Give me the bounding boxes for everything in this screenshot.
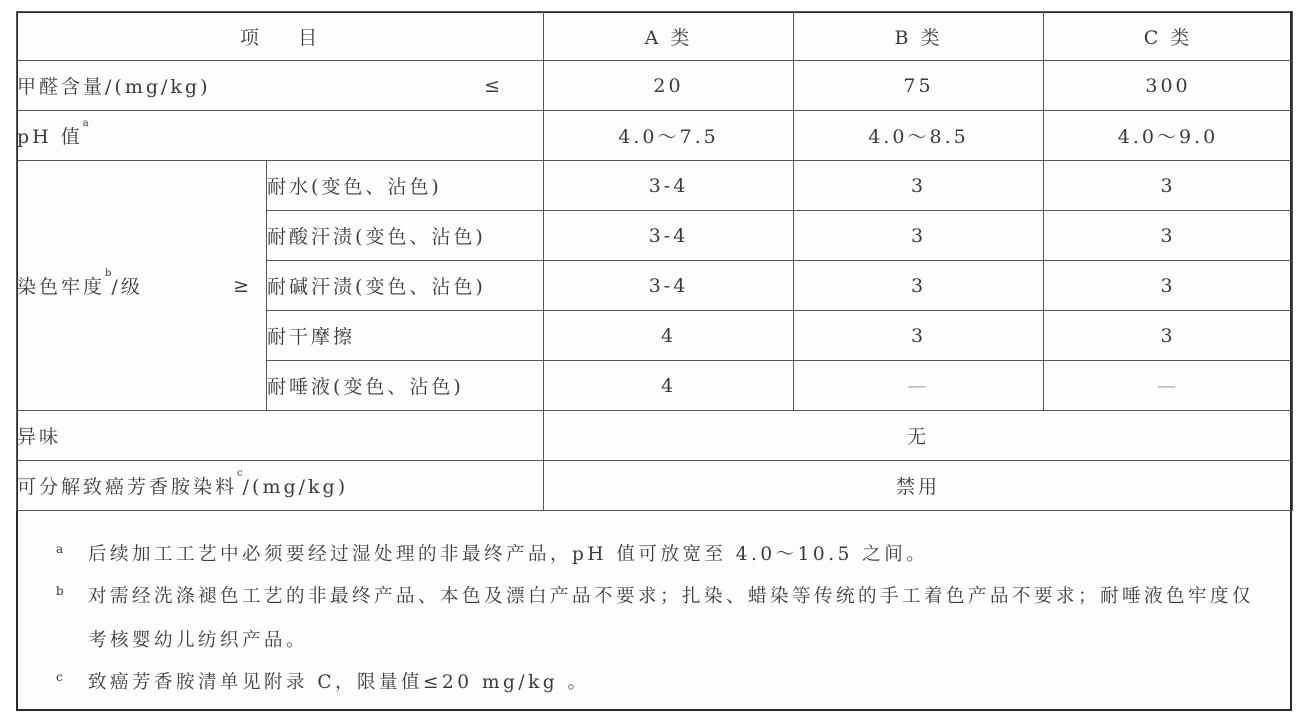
footnotes [16,513,1292,711]
fastness-value-b: 3 [794,311,1044,361]
header-class-b: B 类 [794,12,1044,61]
fastness-value-a: 4 [544,361,794,411]
footnote-text: 后续加工工艺中必须要经过湿处理的非最终产品，pH 值可放宽至 4.0～10.5 之间。 [88,544,929,565]
footnote-marker: a [56,542,64,556]
header-row [17,12,1293,61]
ph-label-cell [17,111,544,161]
fastness-value-a: 3-4 [544,261,794,311]
fastness-label: 染色牢度 [17,276,106,298]
footnote-a [56,535,1268,575]
ph-a: 4.0～7.5 [544,111,794,161]
azo-unit: /(mg/kg) [242,476,349,498]
formaldehyde-a: 20 [544,61,794,111]
fastness-value-b: — [794,361,1044,411]
azo-value: 禁用 [544,461,1293,511]
footnote-marker: b [56,584,64,598]
fastness-label-cell [17,161,267,411]
fastness-value-a: 4 [544,311,794,361]
footnote-text: 对需经洗涤褪色工艺的非最终产品、本色及漂白产品不要求；扎染、蜡染等传统的手工着色产品不要求；耐唾液色牢度仅考核婴幼儿纺织产品。 [88,586,1255,651]
formaldehyde-label-cell [17,61,544,111]
table-row-fastness-water [17,161,1293,211]
fastness-value-b: 3 [794,161,1044,211]
fastness-item-name: 耐碱汗渍(变色、沾色) [267,261,544,311]
fastness-item-name: 耐唾液(变色、沾色) [267,361,544,411]
footnote-marker: c [56,670,63,684]
header-item: 项 目 [17,12,544,61]
fastness-value-c: 3 [1044,161,1293,211]
footnote-c [56,663,1268,703]
spec-table [16,11,1293,511]
table-row-formaldehyde [17,61,1293,111]
fastness-footnote-marker: b [105,268,112,279]
table-row-ph [17,111,1293,161]
fastness-item-name: 耐水(变色、沾色) [267,161,544,211]
fastness-value-b: 3 [794,261,1044,311]
header-class-c: C 类 [1044,12,1293,61]
fastness-value-a: 3-4 [544,161,794,211]
fastness-value-c: — [1044,361,1293,411]
formaldehyde-label: 甲醛含量/(mg/kg) [17,76,211,98]
fastness-value-b: 3 [794,211,1044,261]
ph-c: 4.0～9.0 [1044,111,1293,161]
footnote-text: 致癌芳香胺清单见附录 C，限量值≤20 mg/kg 。 [88,672,590,693]
ph-footnote-marker: a [82,118,89,129]
header-class-a: A 类 [544,12,794,61]
ph-b: 4.0～8.5 [794,111,1044,161]
fastness-value-c: 3 [1044,261,1293,311]
formaldehyde-b: 75 [794,61,1044,111]
fastness-unit: /级 [111,276,143,298]
table-row-odor [17,411,1293,461]
odor-value: 无 [544,411,1293,461]
formaldehyde-operator: ≤ [484,74,504,97]
azo-footnote-marker: c [237,468,243,479]
fastness-value-c: 3 [1044,311,1293,361]
azo-label: 可分解致癌芳香胺染料 [17,476,238,498]
odor-label: 异味 [17,411,544,461]
fastness-operator: ≥ [233,274,252,297]
fastness-item-name: 耐酸汗渍(变色、沾色) [267,211,544,261]
fastness-item-name: 耐干摩擦 [267,311,544,361]
fastness-value-a: 3-4 [544,211,794,261]
azo-label-cell [17,461,544,511]
fastness-value-c: 3 [1044,211,1293,261]
ph-label: pH 值 [17,126,83,148]
formaldehyde-c: 300 [1044,61,1293,111]
table-row-azo-dyes [17,461,1293,511]
footnote-b [56,575,1268,663]
